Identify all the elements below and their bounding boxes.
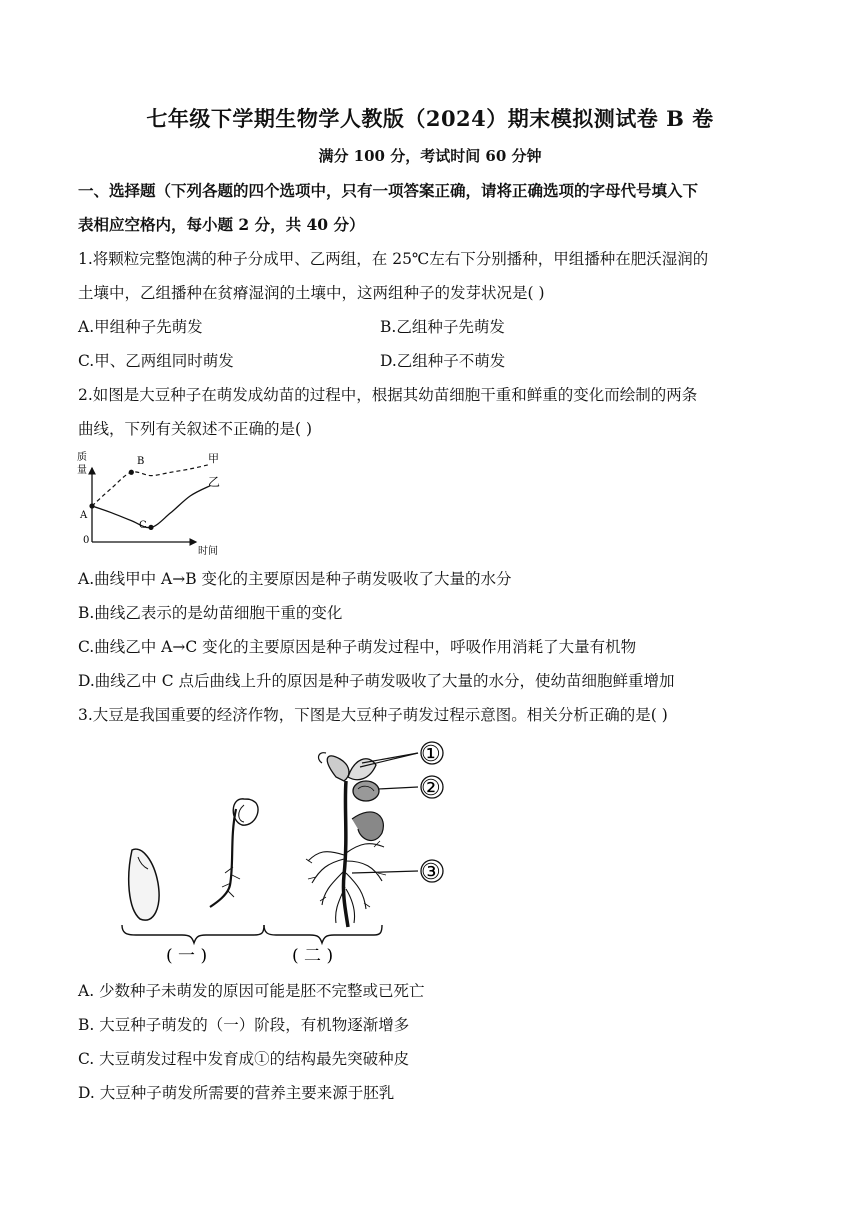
q2-stem-line2: 曲线，下列有关叙述不正确的是( ) — [78, 420, 313, 438]
page-title: 七年级下学期生物学人教版（2024）期末模拟测试卷 B 卷 — [146, 106, 714, 131]
x-axis-label: 时间 — [198, 546, 218, 557]
curve-yi-label: 乙 — [208, 475, 221, 489]
q2-option-b: B.曲线乙表示的是幼苗细胞干重的变化 — [78, 604, 343, 622]
q1-option-d: D.乙组种子不萌发 — [380, 352, 506, 370]
point-b-marker — [129, 470, 134, 475]
section-heading-line1: 一、选择题（下列各题的四个选项中，只有一项答案正确，请将正确选项的字母代号填入下 — [78, 181, 699, 200]
q3-option-a: A. 少数种子未萌发的原因可能是胚不完整或已死亡 — [78, 982, 425, 1000]
page-subtitle: 满分 100 分，考试时间 60 分钟 — [318, 147, 542, 165]
section-heading-line2: 表相应空格内，每小题 2 分，共 40 分） — [78, 215, 365, 234]
point-b-label: B — [137, 456, 145, 467]
q1-option-c: C.甲、乙两组同时萌发 — [78, 352, 234, 370]
q3-stem: 3.大豆是我国重要的经济作物，下图是大豆种子萌发过程示意图。相关分析正确的是( ) — [78, 706, 668, 724]
label-2: ② — [421, 776, 441, 801]
curve-jia-label: 甲 — [208, 452, 219, 465]
point-a-label: A — [80, 510, 88, 521]
stage-1-label: ( 一 ) — [166, 946, 208, 966]
seedling-drawing — [306, 753, 386, 927]
soybean-germination-figure — [112, 737, 462, 969]
q2-mass-chart — [74, 446, 244, 558]
q1-stem-line2: 土壤中，乙组播种在贫瘠湿润的土壤中，这两组种子的发芽状况是( ) — [78, 284, 545, 302]
point-c-marker — [148, 525, 153, 530]
origin-label: 0 — [83, 535, 90, 546]
curve-jia-line — [92, 464, 210, 506]
q2-option-c: C.曲线乙中 A→C 变化的主要原因是种子萌发过程中，呼吸作用消耗了大量有机物 — [78, 638, 637, 656]
q3-option-b: B. 大豆种子萌发的（一）阶段，有机物逐渐增多 — [78, 1016, 410, 1034]
q1-stem-line1: 1.将颗粒完整饱满的种子分成甲、乙两组，在 25℃左右下分别播种，甲组播种在肥沃湿润的 — [78, 250, 709, 268]
point-a-marker — [89, 503, 94, 508]
q2-option-d: D.曲线乙中 C 点后曲线上升的原因是种子萌发吸收了大量的水分，使幼苗细胞鲜重增加 — [78, 672, 675, 690]
q1-option-a: A.甲组种子先萌发 — [78, 318, 203, 336]
curve-yi-line — [92, 486, 210, 528]
y-axis-label-top: 质 — [77, 452, 87, 463]
label-3: ③ — [421, 860, 441, 885]
q2-option-a: A.曲线甲中 A→B 变化的主要原因是种子萌发吸收了大量的水分 — [78, 570, 512, 588]
q2-stem-line1: 2.如图是大豆种子在萌发成幼苗的过程中，根据其幼苗细胞干重和鲜重的变化而绘制的两条 — [78, 386, 698, 404]
stage-2-label: ( 二 ) — [292, 946, 334, 966]
q3-option-d: D. 大豆种子萌发所需要的营养主要来源于胚乳 — [78, 1084, 395, 1102]
q1-option-b: B.乙组种子先萌发 — [380, 318, 505, 336]
point-c-label: C — [139, 520, 147, 531]
stage-2-brace — [264, 925, 382, 943]
label-1: ① — [421, 742, 441, 767]
stage-1-brace — [122, 925, 264, 943]
soybean-seed-drawing — [129, 849, 159, 920]
germinating-seed-drawing — [210, 799, 258, 907]
y-axis-label-bottom: 量 — [77, 465, 87, 476]
q3-option-c: C. 大豆萌发过程中发育成①的结构最先突破种皮 — [78, 1050, 410, 1068]
